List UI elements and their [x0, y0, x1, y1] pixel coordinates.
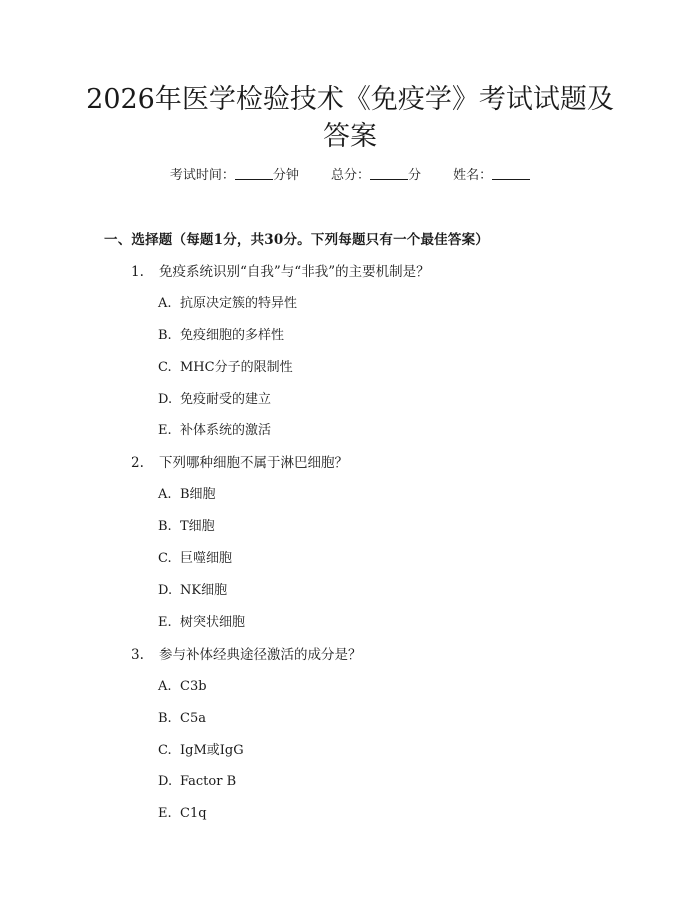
option-text: C1q: [180, 806, 207, 821]
question-2: [131, 453, 348, 473]
option-letter: D.: [158, 583, 173, 598]
score-blank[interactable]: [370, 166, 408, 180]
question-1: [131, 262, 430, 282]
option-2e[interactable]: [158, 613, 245, 633]
option-text: C3b: [180, 679, 207, 694]
option-1d[interactable]: [158, 390, 271, 410]
option-letter: D.: [158, 392, 173, 407]
option-2c[interactable]: [158, 549, 232, 569]
time-unit: 分钟: [272, 168, 299, 183]
option-text: C5a: [180, 711, 206, 726]
name-blank[interactable]: [492, 166, 530, 180]
option-3d[interactable]: [158, 772, 236, 792]
question-text: 下列哪种细胞不属于淋巴细胞？: [159, 455, 348, 471]
option-text: 补体系统的激活: [180, 423, 272, 438]
option-text: 免疫细胞的多样性: [180, 328, 285, 343]
question-text: 参与补体经典途径激活的成分是？: [159, 647, 362, 663]
score-label: 总分：: [330, 168, 370, 183]
option-letter: E.: [158, 806, 172, 821]
page-title-line2: 答案: [323, 121, 377, 152]
option-letter: B.: [158, 711, 172, 726]
option-text: B细胞: [180, 487, 216, 502]
option-1e[interactable]: [158, 421, 271, 441]
option-3e[interactable]: [158, 804, 207, 824]
score-unit: 分: [408, 168, 422, 183]
question-number: 2.: [131, 455, 144, 471]
option-text: NK细胞: [180, 583, 228, 598]
page-title-line1: 2026年医学检验技术《免疫学》考试试题及: [86, 84, 614, 115]
option-letter: D.: [158, 774, 173, 789]
option-3a[interactable]: [158, 677, 207, 697]
question-number: 1.: [131, 264, 144, 280]
option-3c[interactable]: [158, 741, 244, 761]
option-letter: B.: [158, 519, 172, 534]
option-3b[interactable]: [158, 709, 206, 729]
option-1c[interactable]: [158, 358, 293, 378]
option-letter: A.: [158, 487, 172, 502]
option-1a[interactable]: [158, 294, 297, 314]
option-text: 巨噬细胞: [180, 551, 233, 566]
option-letter: A.: [158, 679, 172, 694]
option-letter: C.: [158, 743, 172, 758]
question-number: 3.: [131, 647, 144, 663]
option-text: 免疫耐受的建立: [180, 392, 272, 407]
score-field: [331, 166, 421, 186]
option-letter: C.: [158, 551, 172, 566]
time-label: 考试时间：: [169, 168, 235, 183]
option-text: MHC分子的限制性: [180, 360, 293, 375]
option-text: T细胞: [180, 519, 215, 534]
option-2d[interactable]: [158, 581, 227, 601]
exam-info-row: [0, 166, 700, 186]
option-letter: C.: [158, 360, 172, 375]
time-blank[interactable]: [235, 166, 273, 180]
question-3: [131, 645, 362, 665]
option-text: 抗原决定簇的特异性: [180, 296, 298, 311]
time-field: [170, 166, 299, 186]
section-heading: 一、选择题（每题1分，共30分。下列每题只有一个最佳答案）: [104, 232, 489, 248]
option-letter: E.: [158, 615, 172, 630]
option-2a[interactable]: [158, 485, 216, 505]
option-text: Factor B: [180, 774, 237, 789]
option-1b[interactable]: [158, 326, 284, 346]
name-label: 姓名：: [453, 168, 493, 183]
option-letter: A.: [158, 296, 172, 311]
option-text: 树突状细胞: [180, 615, 246, 630]
option-letter: E.: [158, 423, 172, 438]
name-field: [453, 166, 530, 186]
question-text: 免疫系统识别“自我”与“非我”的主要机制是？: [159, 264, 430, 280]
option-text: IgM或IgG: [180, 743, 244, 758]
option-letter: B.: [158, 328, 172, 343]
option-2b[interactable]: [158, 517, 215, 537]
